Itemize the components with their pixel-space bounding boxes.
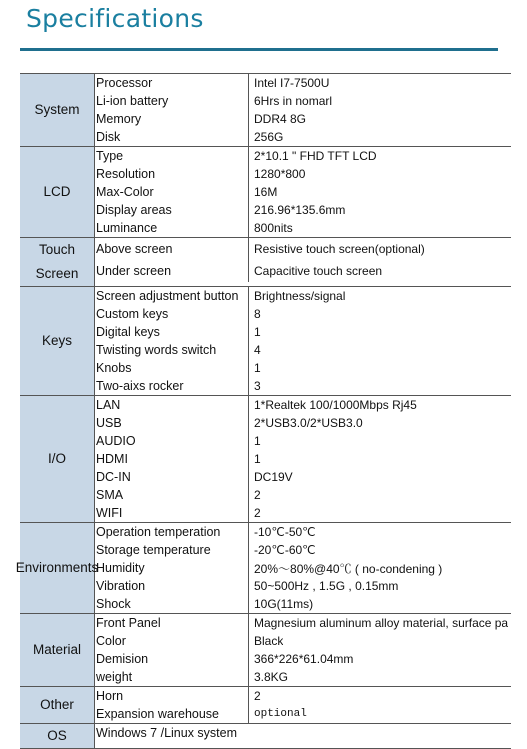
title-divider bbox=[20, 48, 498, 51]
spec-label: Digital keys bbox=[95, 323, 249, 341]
spec-label: Expansion warehouse bbox=[95, 705, 249, 723]
spec-row bbox=[95, 523, 511, 541]
spec-label: Operation temperation bbox=[95, 523, 249, 541]
spec-value: 1 bbox=[254, 325, 261, 339]
spec-value: 3.8KG bbox=[254, 670, 289, 684]
spec-value: 1 bbox=[254, 434, 261, 448]
spec-row bbox=[95, 219, 511, 237]
spec-row bbox=[95, 183, 511, 201]
spec-label: Under screen bbox=[95, 260, 249, 282]
spec-value: 2 bbox=[254, 506, 261, 520]
spec-value: 2*USB3.0/2*USB3.0 bbox=[254, 416, 363, 430]
spec-row bbox=[95, 724, 511, 742]
spec-row bbox=[95, 577, 511, 595]
spec-row bbox=[95, 504, 511, 522]
spec-label: LAN bbox=[95, 396, 249, 414]
spec-row bbox=[95, 632, 511, 650]
spec-value: DDR4 8G bbox=[254, 112, 307, 126]
spec-label: Disk bbox=[95, 128, 249, 146]
spec-value: 20%～80%@40℃ ( no-condening ) bbox=[254, 561, 443, 576]
group-touch-screen bbox=[20, 238, 511, 287]
category-label: I/O bbox=[20, 396, 95, 522]
spec-label: Storage temperature bbox=[95, 541, 249, 559]
spec-value: 2*10.1 " FHD TFT LCD bbox=[254, 149, 377, 163]
spec-value: 1 bbox=[254, 452, 261, 466]
spec-value: 6Hrs in nomarl bbox=[254, 94, 333, 108]
spec-value: DC19V bbox=[254, 470, 293, 484]
category-label: OS bbox=[20, 724, 95, 748]
spec-value: Magnesium aluminum alloy material, surface pa bbox=[254, 616, 509, 630]
spec-label: Max-Color bbox=[95, 183, 249, 201]
spec-label: Luminance bbox=[95, 219, 249, 237]
group-material bbox=[20, 614, 511, 687]
category-label: Keys bbox=[20, 287, 95, 395]
spec-value: 1280*800 bbox=[254, 167, 306, 181]
spec-value: 2 bbox=[254, 488, 261, 502]
group-other bbox=[20, 687, 511, 724]
spec-row bbox=[95, 147, 511, 165]
spec-row bbox=[95, 74, 511, 92]
spec-row bbox=[95, 414, 511, 432]
spec-row bbox=[95, 595, 511, 613]
category-label: LCD bbox=[20, 147, 95, 237]
group-environments bbox=[15, 523, 511, 614]
spec-row bbox=[95, 287, 511, 305]
spec-label: Demision bbox=[95, 650, 249, 668]
spec-label: Memory bbox=[95, 110, 249, 128]
spec-label: Custom keys bbox=[95, 305, 249, 323]
spec-label: USB bbox=[95, 414, 249, 432]
category-label: Environments bbox=[20, 523, 95, 613]
spec-label: AUDIO bbox=[95, 432, 249, 450]
spec-label: Horn bbox=[95, 687, 249, 705]
spec-value: 50~500Hz , 1.5G , 0.15mm bbox=[254, 579, 399, 593]
spec-label: DC-IN bbox=[95, 468, 249, 486]
spec-value: 1*Realtek 100/1000Mbps Rj45 bbox=[254, 398, 417, 412]
spec-row bbox=[95, 323, 511, 341]
spec-label: Color bbox=[95, 632, 249, 650]
group-lcd bbox=[20, 147, 511, 238]
spec-value: -20℃-60℃ bbox=[254, 543, 316, 557]
spec-row bbox=[95, 359, 511, 377]
spec-row bbox=[95, 128, 511, 146]
category-label: System bbox=[20, 74, 95, 146]
group-system bbox=[20, 74, 511, 147]
spec-value: 1 bbox=[254, 361, 261, 375]
spec-label: Shock bbox=[95, 595, 249, 613]
spec-value: 8 bbox=[254, 307, 261, 321]
spec-value: Intel I7-7500U bbox=[254, 76, 330, 90]
group-os bbox=[20, 724, 511, 748]
spec-value: -10℃-50℃ bbox=[254, 525, 316, 539]
spec-value: Capacitive touch screen bbox=[254, 264, 383, 278]
spec-row bbox=[95, 432, 511, 450]
spec-row bbox=[95, 614, 511, 632]
spec-label: Front Panel bbox=[95, 614, 249, 632]
spec-row bbox=[95, 541, 511, 559]
spec-value: Black bbox=[254, 634, 284, 648]
spec-value: 16M bbox=[254, 185, 278, 199]
spec-value: Resistive touch screen(optional) bbox=[254, 242, 425, 256]
spec-value: 4 bbox=[254, 343, 261, 357]
spec-label: Resolution bbox=[95, 165, 249, 183]
spec-row bbox=[95, 705, 511, 723]
spec-row bbox=[95, 341, 511, 359]
category-label: Material bbox=[20, 614, 95, 686]
spec-label: Li-ion battery bbox=[95, 92, 249, 110]
spec-row bbox=[95, 305, 511, 323]
spec-label: SMA bbox=[95, 486, 249, 504]
spec-label: Humidity bbox=[95, 559, 249, 577]
spec-row bbox=[95, 110, 511, 128]
spec-row bbox=[95, 668, 511, 686]
group-io bbox=[20, 396, 511, 523]
spec-label: Type bbox=[95, 147, 249, 165]
spec-label: HDMI bbox=[95, 450, 249, 468]
specifications-table bbox=[15, 73, 511, 749]
spec-value: 10G(11ms) bbox=[254, 597, 314, 611]
group-keys bbox=[20, 287, 511, 396]
spec-row bbox=[95, 165, 511, 183]
spec-value: Brightness/signal bbox=[254, 289, 346, 303]
spec-row bbox=[95, 238, 511, 260]
spec-label: Display areas bbox=[95, 201, 249, 219]
spec-label: Vibration bbox=[95, 577, 249, 595]
spec-value: 2 bbox=[254, 689, 261, 703]
spec-label: Screen adjustment button bbox=[95, 287, 249, 305]
spec-row bbox=[95, 468, 511, 486]
spec-label: WIFI bbox=[95, 504, 249, 522]
spec-row bbox=[95, 486, 511, 504]
spec-row bbox=[95, 92, 511, 110]
spec-row bbox=[95, 650, 511, 668]
spec-row bbox=[95, 687, 511, 705]
page-title: Specifications bbox=[26, 4, 204, 33]
spec-label: Windows 7 /Linux system bbox=[96, 726, 238, 740]
spec-value: 366*226*61.04mm bbox=[254, 652, 354, 666]
spec-label: Two-aixs rocker bbox=[95, 377, 249, 395]
spec-value: 256G bbox=[254, 130, 284, 144]
spec-row bbox=[95, 260, 511, 282]
spec-label: Knobs bbox=[95, 359, 249, 377]
spec-value: 216.96*135.6mm bbox=[254, 203, 346, 217]
category-label: Touch Screen bbox=[20, 238, 95, 286]
spec-row bbox=[95, 450, 511, 468]
spec-row bbox=[95, 396, 511, 414]
spec-label: Twisting words switch bbox=[95, 341, 249, 359]
spec-value: 800nits bbox=[254, 221, 293, 235]
spec-row bbox=[95, 377, 511, 395]
spec-label: Processor bbox=[95, 74, 249, 92]
spec-value: optional bbox=[254, 708, 307, 720]
spec-label: weight bbox=[95, 668, 249, 686]
spec-value: 3 bbox=[254, 379, 261, 393]
spec-row bbox=[95, 201, 511, 219]
spec-row bbox=[95, 559, 511, 577]
category-label: Other bbox=[20, 687, 95, 723]
spec-label: Above screen bbox=[95, 238, 249, 260]
